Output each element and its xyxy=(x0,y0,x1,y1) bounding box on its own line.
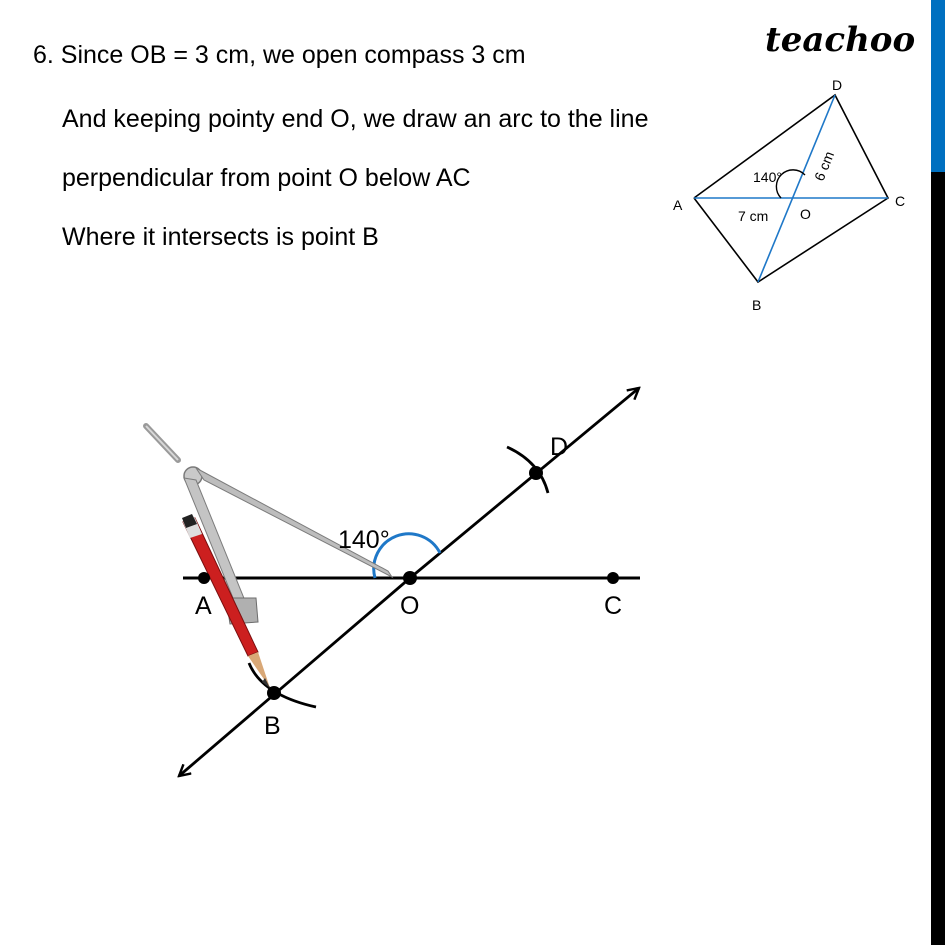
step-line-3: perpendicular from point O below AC xyxy=(62,164,471,192)
point-d xyxy=(529,466,543,480)
angle-label: 140° xyxy=(338,526,390,554)
step-line-4: Where it intersects is point B xyxy=(62,223,379,251)
label-d: D xyxy=(550,433,569,461)
point-o xyxy=(403,571,417,585)
ref-label-c: C xyxy=(895,193,906,209)
ref-label-d: D xyxy=(832,77,843,93)
ref-label-6cm: 6 cm xyxy=(810,148,838,184)
label-a: A xyxy=(195,592,212,620)
step-line-2: And keeping pointy end O, we draw an arc to the line xyxy=(62,105,649,133)
ref-label-7cm: 7 cm xyxy=(738,208,769,224)
ref-label-o: O xyxy=(800,206,811,222)
step-line-1: 6. Since OB = 3 cm, we open compass 3 cm xyxy=(33,41,526,69)
ref-label-angle: 140° xyxy=(753,169,782,185)
point-b xyxy=(267,686,281,700)
teachoo-logo: teachoo xyxy=(765,20,916,60)
point-a xyxy=(198,572,210,584)
label-c: C xyxy=(604,592,623,620)
label-b: B xyxy=(264,712,281,740)
label-o: O xyxy=(400,592,420,620)
ray-ob xyxy=(179,578,410,776)
ref-label-a: A xyxy=(673,197,683,213)
point-c xyxy=(607,572,619,584)
ray-od xyxy=(410,388,639,578)
ref-label-b: B xyxy=(752,297,762,313)
compass-icon xyxy=(146,426,392,688)
